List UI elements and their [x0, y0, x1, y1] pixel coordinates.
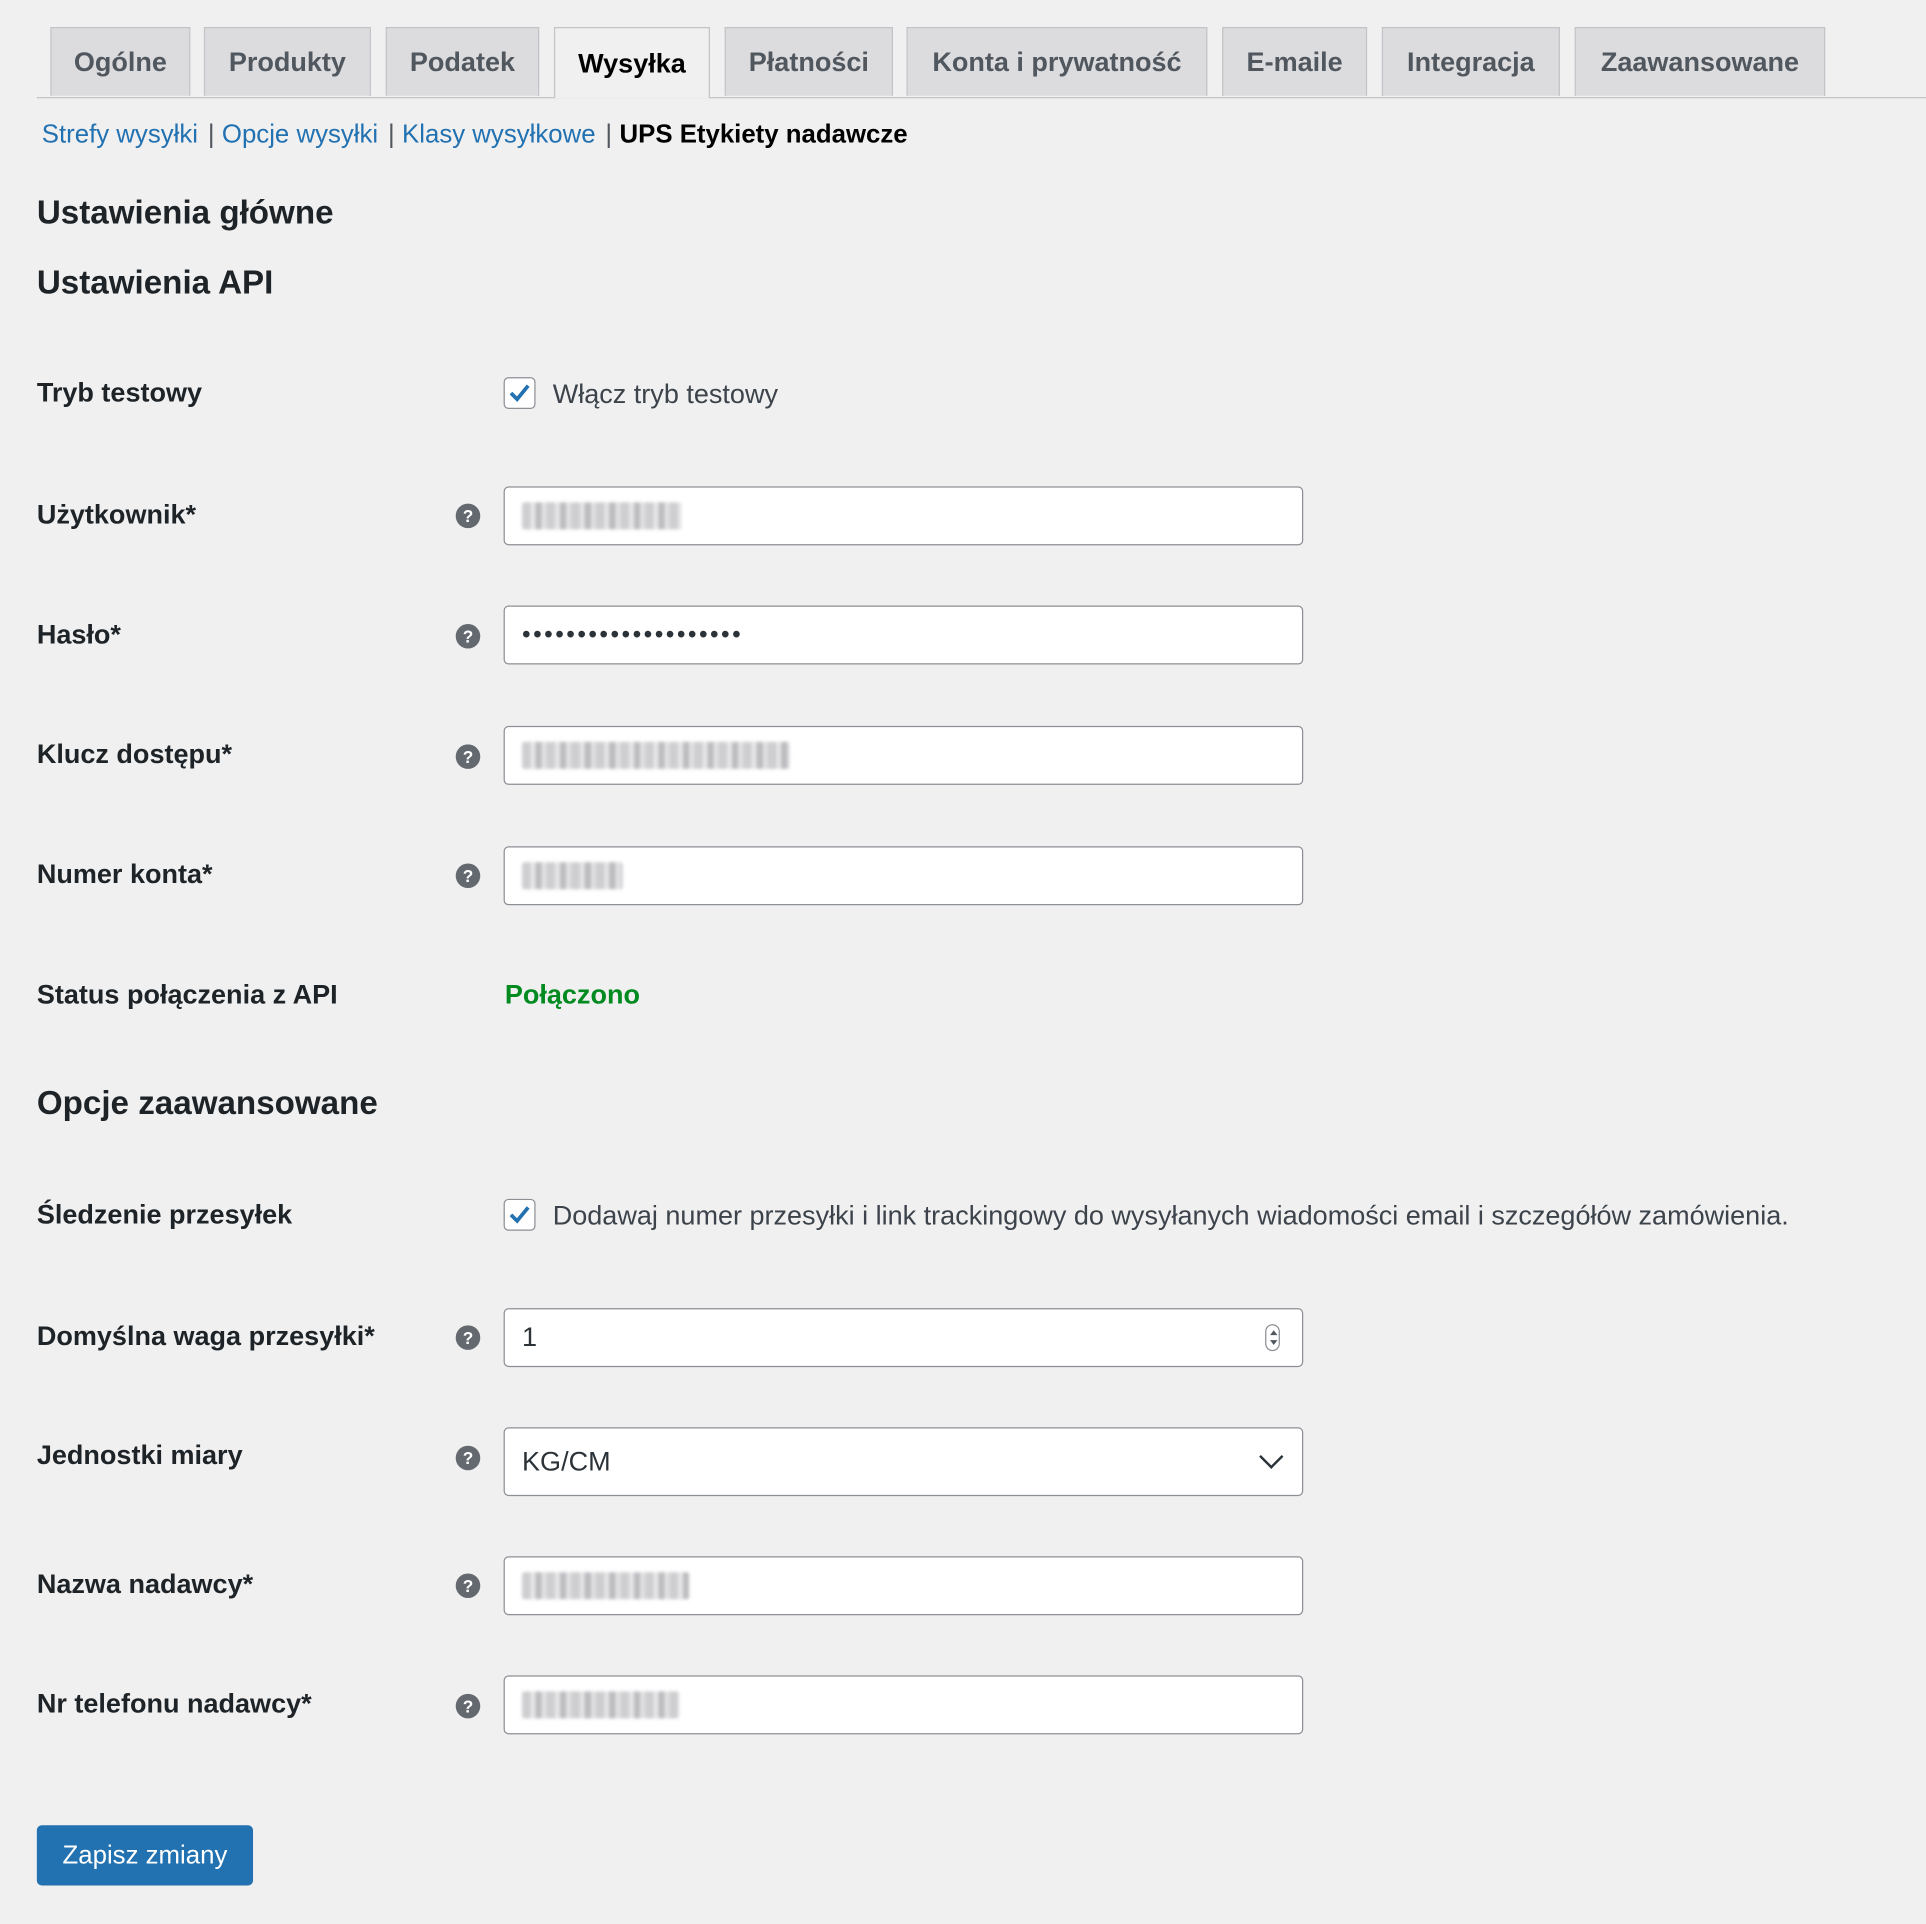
password-input[interactable]: ••••••••••••••••••••	[504, 606, 1304, 665]
obscured-value	[522, 1691, 679, 1718]
tab-emails[interactable]: E-maile	[1222, 27, 1367, 96]
help-icon[interactable]: ?	[456, 1325, 481, 1350]
section-api-settings-heading: Ustawienia API	[36, 264, 274, 301]
help-icon[interactable]: ?	[456, 863, 481, 888]
checkmark-icon	[506, 380, 533, 407]
tracking-checkbox[interactable]	[504, 1199, 536, 1231]
tracking-label: Śledzenie przesyłek	[36, 1198, 293, 1230]
access-key-label: Klucz dostępu*	[36, 738, 233, 769]
tab-general[interactable]: Ogólne	[50, 27, 190, 96]
help-icon[interactable]: ?	[456, 624, 481, 649]
sender-name-input[interactable]	[504, 1556, 1304, 1615]
sender-name-label: Nazwa nadawcy*	[36, 1568, 254, 1600]
help-icon[interactable]: ?	[456, 1694, 481, 1719]
units-select[interactable]	[504, 1427, 1304, 1496]
account-number-label: Numer konta*	[36, 858, 213, 890]
obscured-value	[522, 1572, 689, 1599]
access-key-input[interactable]	[504, 726, 1304, 785]
user-label: Użytkownik*	[36, 498, 197, 530]
account-number-input[interactable]	[504, 846, 1304, 905]
obscured-value	[522, 742, 790, 769]
subnav-shipping-options[interactable]: Opcje wysyłki	[221, 120, 379, 149]
tab-shipping[interactable]: Wysyłka	[554, 27, 710, 98]
help-icon[interactable]: ?	[456, 744, 481, 769]
shipping-subnav	[42, 120, 908, 149]
help-icon[interactable]: ?	[456, 1446, 481, 1471]
test-mode-label: Tryb testowy	[36, 377, 203, 408]
section-main-settings-heading: Ustawienia główne	[36, 194, 334, 231]
tab-advanced[interactable]: Zaawansowane	[1575, 27, 1826, 96]
default-weight-label: Domyślna waga przesyłki*	[36, 1320, 375, 1352]
sender-phone-input[interactable]	[504, 1675, 1304, 1734]
units-selected-value: KG/CM	[522, 1445, 611, 1477]
tab-products[interactable]: Produkty	[204, 27, 371, 96]
sender-phone-label: Nr telefonu nadawcy*	[36, 1687, 312, 1719]
test-mode-checkbox[interactable]	[504, 377, 536, 409]
units-label: Jednostki miary	[36, 1439, 243, 1471]
number-spinner-icon[interactable]	[1265, 1324, 1280, 1351]
save-changes-button[interactable]: Zapisz zmiany	[37, 1825, 253, 1885]
subnav-shipping-classes[interactable]: Klasy wysyłkowe	[402, 120, 596, 149]
help-icon[interactable]: ?	[456, 1573, 481, 1598]
tab-tax[interactable]: Podatek	[386, 27, 540, 96]
tab-accounts-privacy[interactable]: Konta i prywatność	[906, 27, 1207, 96]
settings-tabs	[37, 26, 1926, 98]
obscured-value	[522, 862, 623, 889]
tracking-checkbox-label[interactable]: Dodawaj numer przesyłki i link trackingowy do wysyłanych wiadomości email i szczegółów zamówienia.	[552, 1200, 1789, 1231]
password-label: Hasło*	[36, 619, 121, 650]
section-advanced-heading: Opcje zaawansowane	[36, 1084, 378, 1122]
subnav-shipping-zones[interactable]: Strefy wysyłki	[41, 120, 198, 149]
default-weight-value: 1	[522, 1321, 538, 1353]
api-status-value: Połączono	[504, 978, 640, 1010]
chevron-down-icon	[1259, 1445, 1283, 1469]
subnav-separator: |	[207, 120, 215, 149]
subnav-separator: |	[387, 120, 395, 149]
checkmark-icon	[506, 1201, 533, 1228]
tab-integration[interactable]: Integracja	[1382, 27, 1560, 96]
default-weight-input[interactable]	[504, 1308, 1304, 1367]
api-status-label: Status połączenia z API	[36, 978, 338, 1010]
tab-payments[interactable]: Płatności	[725, 27, 893, 96]
help-icon[interactable]: ?	[456, 504, 481, 529]
obscured-value	[522, 502, 682, 529]
test-mode-checkbox-label[interactable]: Włącz tryb testowy	[552, 378, 778, 410]
subnav-separator: |	[605, 120, 613, 149]
subnav-current-ups-labels: UPS Etykiety nadawcze	[619, 120, 908, 149]
user-input[interactable]	[504, 486, 1304, 545]
